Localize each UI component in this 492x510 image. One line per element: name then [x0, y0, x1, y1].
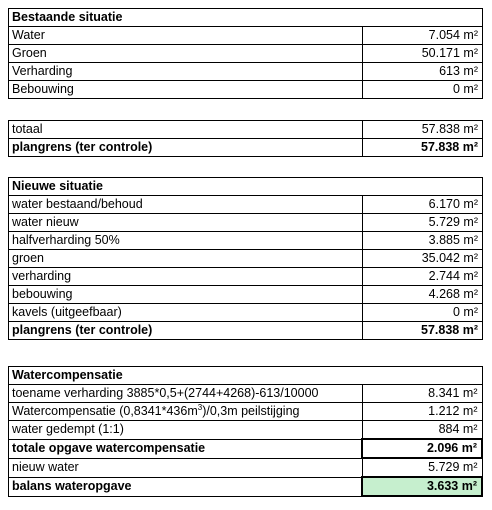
section-title: Nieuwe situatie: [9, 178, 483, 196]
superscript: 3: [197, 403, 203, 412]
row-label: groen: [9, 250, 363, 268]
row-label: kavels (uitgeefbaar): [9, 304, 363, 322]
table-row: [9, 403, 483, 421]
table-row: [9, 232, 483, 250]
row-label: water nieuw: [9, 214, 363, 232]
table-row: [9, 477, 483, 496]
row-value: 50.171 m²: [363, 45, 483, 63]
row-label: [9, 403, 363, 421]
table-row: [9, 196, 483, 214]
table-row: [9, 250, 483, 268]
row-label: balans wateropgave: [9, 477, 363, 496]
table-row: [9, 322, 483, 340]
table-row: [9, 439, 483, 458]
row-label: Bebouwing: [9, 81, 363, 99]
section-title: Watercompensatie: [9, 367, 483, 385]
row-label-post: )/0,3m peilstijging: [202, 404, 300, 418]
row-label: Verharding: [9, 63, 363, 81]
row-value: 2.744 m²: [363, 268, 483, 286]
row-label: bebouwing: [9, 286, 363, 304]
totaal-value: 57.838 m²: [363, 121, 483, 139]
table-row: [9, 458, 483, 477]
row-label: totale opgave watercompensatie: [9, 439, 363, 458]
row-value: 884 m²: [362, 421, 482, 440]
balance-value: 3.633 m²: [362, 477, 482, 496]
row-value: 3.885 m²: [363, 232, 483, 250]
row-label: Groen: [9, 45, 363, 63]
table-row: [9, 214, 483, 232]
plangrens-value: 57.838 m²: [363, 322, 483, 340]
row-value: 613 m²: [363, 63, 483, 81]
row-value: 0 m²: [363, 81, 483, 99]
row-value: 4.268 m²: [363, 286, 483, 304]
row-label: nieuw water: [9, 458, 363, 477]
row-label: water bestaand/behoud: [9, 196, 363, 214]
row-label: Water: [9, 27, 363, 45]
table-row: [9, 139, 483, 157]
row-label: verharding: [9, 268, 363, 286]
row-label-pre: Watercompensatie (0,8341*436m: [12, 404, 198, 418]
plangrens-label: plangrens (ter controle): [9, 139, 363, 157]
totaal-label: totaal: [9, 121, 363, 139]
row-value: 0 m²: [363, 304, 483, 322]
table-row: [9, 45, 483, 63]
row-label: water gedempt (1:1): [9, 421, 363, 440]
row-value: 8.341 m²: [362, 385, 482, 403]
row-label: toename verharding 3885*0,5+(2744+4268)-613/10000: [9, 385, 363, 403]
row-value: 5.729 m²: [362, 458, 482, 477]
row-value: 35.042 m²: [363, 250, 483, 268]
table-watercompensatie: [8, 366, 483, 497]
table-row: [9, 385, 483, 403]
table-row: [9, 286, 483, 304]
table-row: [9, 27, 483, 45]
table-row: [9, 421, 483, 440]
row-value: 5.729 m²: [363, 214, 483, 232]
table-row: [9, 268, 483, 286]
row-value: 7.054 m²: [363, 27, 483, 45]
table-bestaande-situatie: [8, 8, 483, 99]
row-value: 1.212 m²: [362, 403, 482, 421]
table-row: [9, 63, 483, 81]
table-row: [9, 121, 483, 139]
row-value: 6.170 m²: [363, 196, 483, 214]
table-row: [9, 304, 483, 322]
plangrens-value: 57.838 m²: [363, 139, 483, 157]
section-title: Bestaande situatie: [9, 9, 483, 27]
row-label: halfverharding 50%: [9, 232, 363, 250]
table-totaal: [8, 120, 483, 157]
table-nieuwe-situatie: [8, 177, 483, 340]
row-value: 2.096 m²: [362, 439, 482, 458]
plangrens-label: plangrens (ter controle): [9, 322, 363, 340]
table-row: [9, 81, 483, 99]
